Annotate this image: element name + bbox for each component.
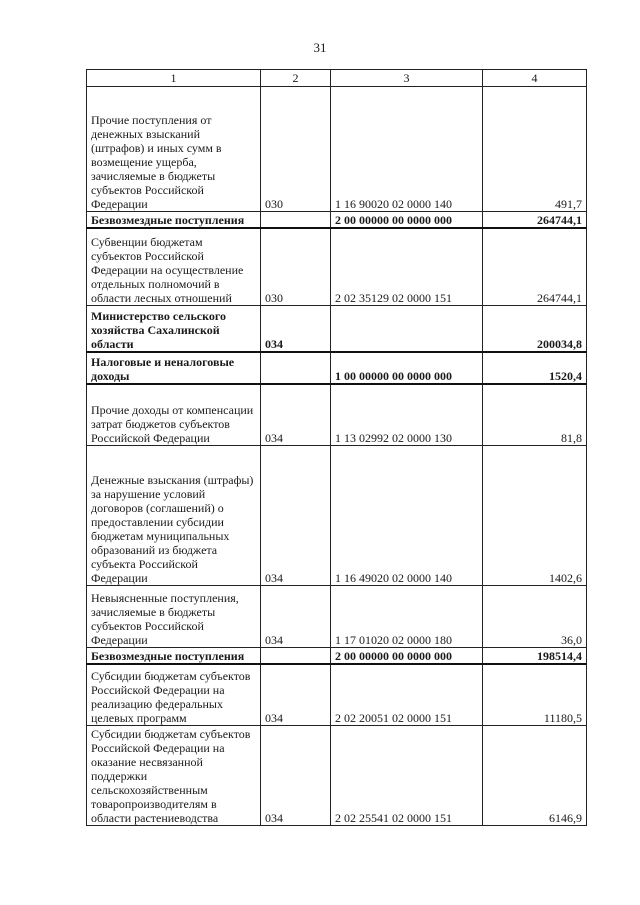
row-amount: 1402,6 xyxy=(483,446,587,586)
table-row xyxy=(87,664,587,726)
row-name: Прочие доходы от компенсации затрат бюджетов субъектов Российской Федерации xyxy=(87,384,261,446)
row-name: Безвозмездные поступления xyxy=(87,648,261,664)
row-name: Министерство сельского хозяйства Сахалинской области xyxy=(87,306,261,352)
table-row xyxy=(87,352,587,384)
row-kbk: 2 02 25541 02 0000 151 xyxy=(331,726,483,826)
row-code: 034 xyxy=(261,446,331,586)
row-name: Безвозмездные поступления xyxy=(87,212,261,228)
row-kbk: 2 00 00000 00 0000 000 xyxy=(331,648,483,664)
table-row xyxy=(87,228,587,306)
row-code xyxy=(261,212,331,228)
row-kbk xyxy=(331,306,483,352)
row-kbk: 2 02 35129 02 0000 151 xyxy=(331,228,483,306)
table-row xyxy=(87,726,587,826)
row-name: Денежные взыскания (штрафы) за нарушение условий договоров (соглашений) о предоставлении субсидии бюджетам муниципальных образований из бюджета субъекта Российской Федерации xyxy=(87,446,261,586)
column-header-2: 2 xyxy=(261,70,331,87)
row-amount: 198514,4 xyxy=(483,648,587,664)
table-row xyxy=(87,384,587,446)
row-code: 034 xyxy=(261,586,331,648)
row-name: Невыясненные поступления, зачисляемые в бюджеты субъектов Российской Федерации xyxy=(87,586,261,648)
table-row xyxy=(87,586,587,648)
row-code: 030 xyxy=(261,87,331,212)
row-amount: 6146,9 xyxy=(483,726,587,826)
row-code: 034 xyxy=(261,726,331,826)
row-amount: 264744,1 xyxy=(483,228,587,306)
column-header-3: 3 xyxy=(331,70,483,87)
row-kbk: 1 13 02992 02 0000 130 xyxy=(331,384,483,446)
row-kbk: 1 17 01020 02 0000 180 xyxy=(331,586,483,648)
table-row xyxy=(87,446,587,586)
row-kbk: 1 16 49020 02 0000 140 xyxy=(331,446,483,586)
row-amount: 491,7 xyxy=(483,87,587,212)
row-code: 030 xyxy=(261,228,331,306)
row-amount: 36,0 xyxy=(483,586,587,648)
column-header-1: 1 xyxy=(87,70,261,87)
table-header-row xyxy=(87,70,587,87)
row-amount: 81,8 xyxy=(483,384,587,446)
table-row xyxy=(87,212,587,228)
row-code: 034 xyxy=(261,384,331,446)
row-name: Налоговые и неналоговые доходы xyxy=(87,352,261,384)
row-code: 034 xyxy=(261,664,331,726)
table-row xyxy=(87,87,587,212)
table-row xyxy=(87,648,587,664)
row-code xyxy=(261,648,331,664)
row-kbk: 2 02 20051 02 0000 151 xyxy=(331,664,483,726)
row-name: Прочие поступления от денежных взысканий (штрафов) и иных сумм в возмещение ущерба, зачисляемые в бюджеты субъектов Российской Федерации xyxy=(87,87,261,212)
row-name: Субвенции бюджетам субъектов Российской Федерации на осуществление отдельных полномочий в области лесных отношений xyxy=(87,228,261,306)
row-kbk: 1 00 00000 00 0000 000 xyxy=(331,352,483,384)
row-name: Субсидии бюджетам субъектов Российской Федерации на оказание несвязанной поддержки сельскохозяйственным товаропроизводителям в области растениеводства xyxy=(87,726,261,826)
row-code: 034 xyxy=(261,306,331,352)
row-code xyxy=(261,352,331,384)
row-amount: 200034,8 xyxy=(483,306,587,352)
row-amount: 1520,4 xyxy=(483,352,587,384)
row-amount: 11180,5 xyxy=(483,664,587,726)
row-kbk: 2 00 00000 00 0000 000 xyxy=(331,212,483,228)
table-row xyxy=(87,306,587,352)
column-header-4: 4 xyxy=(483,70,587,87)
page-number: 31 xyxy=(313,40,327,55)
row-kbk: 1 16 90020 02 0000 140 xyxy=(331,87,483,212)
row-name: Субсидии бюджетам субъектов Российской Федерации на реализацию федеральных целевых программ xyxy=(87,664,261,726)
row-amount: 264744,1 xyxy=(483,212,587,228)
budget-table xyxy=(86,69,587,826)
